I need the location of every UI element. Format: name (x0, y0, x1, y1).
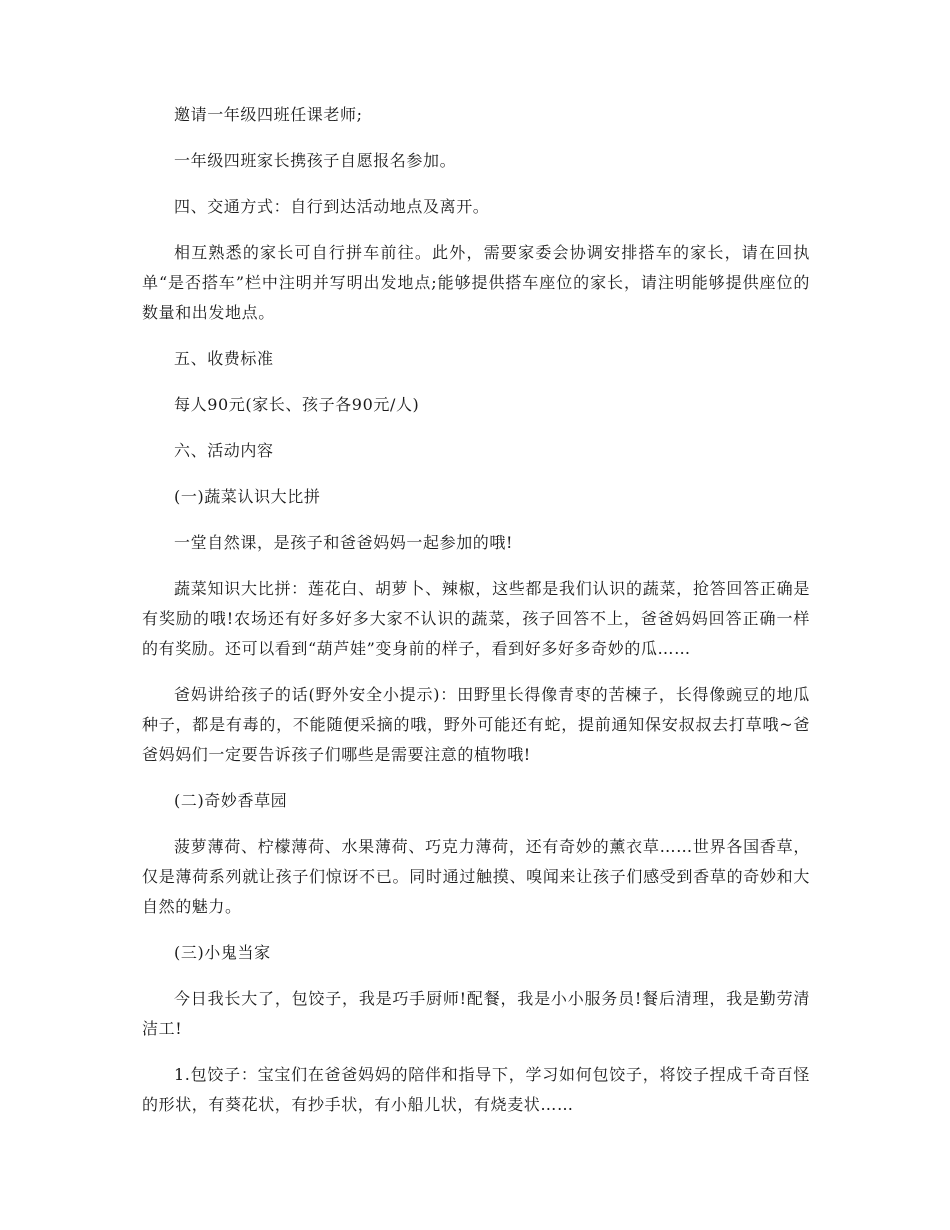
heading-activities: 六、活动内容 (174, 441, 274, 460)
paragraph-nature-class: 一堂自然课，是孩子和爸爸妈妈一起参加的哦! (174, 533, 514, 552)
document-page (142, 100, 810, 1120)
heading-vegetable-contest: (一)蔬菜认识大比拼 (174, 487, 321, 506)
paragraph-invite-teachers: 邀请一年级四班任课老师; (174, 105, 363, 124)
paragraph-fee-amount: 每人90元(家长、孩子各90元/人) (174, 395, 420, 414)
paragraph-vegetable-quiz: 蔬菜知识大比拼：莲花白、胡萝卜、辣椒，这些都是我们认识的蔬菜，抢答回答正确是有奖励的哦!农场还有好多好多大家不认识的蔬菜，孩子回答不上，爸爸妈妈回答正确一样的有奖励。还可以看到“葫芦娃”变身前的样子，看到好多好多奇妙的瓜…… (142, 579, 810, 658)
heading-herb-garden: (二)奇妙香草园 (174, 791, 288, 810)
paragraph-dumplings: 1.包饺子：宝宝们在爸爸妈妈的陪伴和指导下，学习如何包饺子，将饺子捏成千奇百怪的形状，有葵花状，有抄手状，有小船儿状，有烧麦状…… (142, 1065, 810, 1114)
paragraph-safety-tips: 爸妈讲给孩子的话(野外安全小提示)：田野里长得像青枣的苦楝子，长得像豌豆的地瓜种子，都是有毒的，不能随便采摘的哦，野外可能还有蛇，提前通知保安叔叔去打草哦~爸爸妈妈们一定要告诉孩子们哪些是需要注意的植物哦! (142, 685, 810, 764)
heading-fees: 五、收费标准 (174, 349, 274, 368)
heading-transport: 四、交通方式：自行到达活动地点及离开。 (174, 197, 490, 216)
heading-little-housekeeper: (三)小鬼当家 (174, 943, 271, 962)
paragraph-participants: 一年级四班家长携孩子自愿报名参加。 (174, 151, 457, 170)
paragraph-carpool: 相互熟悉的家长可自行拼车前往。此外，需要家委会协调安排搭车的家长，请在回执单“是否搭车”栏中注明并写明出发地点;能够提供搭车座位的家长，请注明能够提供座位的数量和出发地点。 (142, 243, 810, 322)
paragraph-grown-up: 今日我长大了，包饺子，我是巧手厨师!配餐，我是小小服务员!餐后清理，我是勤劳清洁工! (142, 989, 810, 1038)
paragraph-herbs: 菠萝薄荷、柠檬薄荷、水果薄荷、巧克力薄荷，还有奇妙的薰衣草……世界各国香草，仅是薄荷系列就让孩子们惊讶不已。同时通过触摸、嗅闻来让孩子们感受到香草的奇妙和大自然的魅力。 (142, 837, 810, 916)
